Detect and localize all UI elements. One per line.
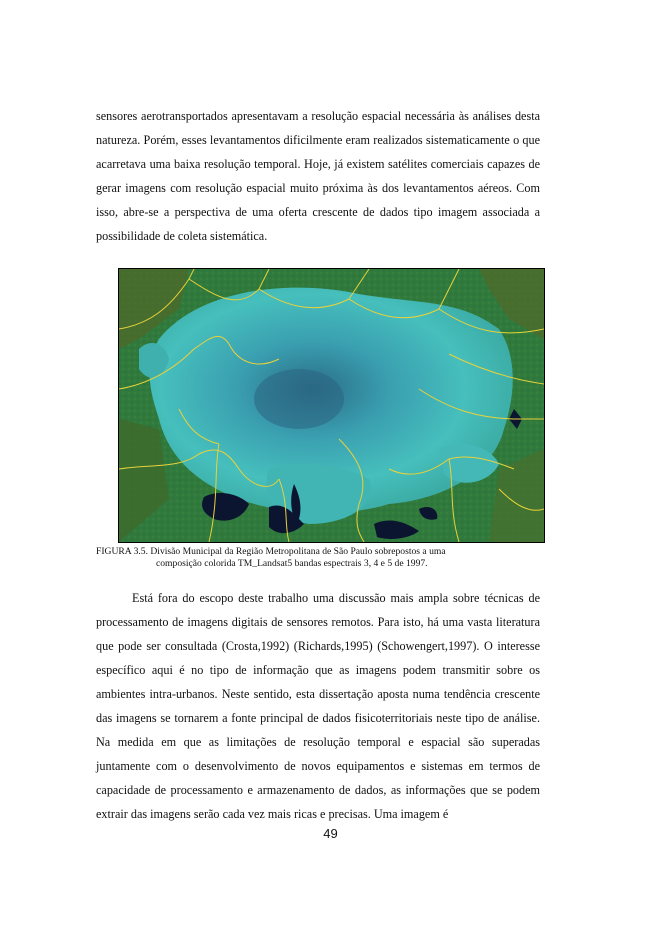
figure-caption [96,546,546,570]
page-number: 49 [323,826,338,841]
paragraph-intro: sensores aerotransportados apresentavam a resolução espacial necessária às análises desta natureza. Porém, esses levantamentos dificilmente eram realizados sistematicamente o que acarretava uma baixa resolução temporal. Hoje, já existem satélites comerciais capazes de gerar imagens com resolução espacial muito próxima às dos levantamentos aéreos. Com isso, abre-se a perspectiva de uma oferta crescente de dados tipo imagem associada a possibilidade de coleta sistemática. [96,109,540,243]
landsat-composite-map [119,269,544,542]
satellite-image-figure [118,268,545,543]
caption-line-2: composição colorida TM_Landsat5 bandas espectrais 3, 4 e 5 de 1997. [156,558,428,569]
paragraph-body: Está fora do escopo deste trabalho uma discussão mais ampla sobre técnicas de processamento de imagens digitais de sensores remotos. Para isto, há uma vasta literatura que pode ser consultada (Crosta,1992) (Richards,1995) (Schowengert,1997). O interesse específico aqui é no tipo de informação que as imagens podem transmitir sobre os ambientes intra-urbanos. Neste sentido, esta dissertação aposta numa tendência crescente das imagens se tornarem a fonte principal de dados fisicoterritoriais neste tipo de análise. Na medida em que as limitações de resolução temporal e espacial são superadas juntamente com o desenvolvimento de novos equipamentos e sistemas em termos de capacidade de processamento e armazenamento de dados, as informações que se podem extrair das imagens serão cada vez mais ricas e precisas. Uma imagem é [96,591,540,821]
caption-line-1: FIGURA 3.5. Divisão Municipal da Região Metropolitana de São Paulo sobrepostos a uma [96,546,446,557]
urban-core [254,369,344,429]
